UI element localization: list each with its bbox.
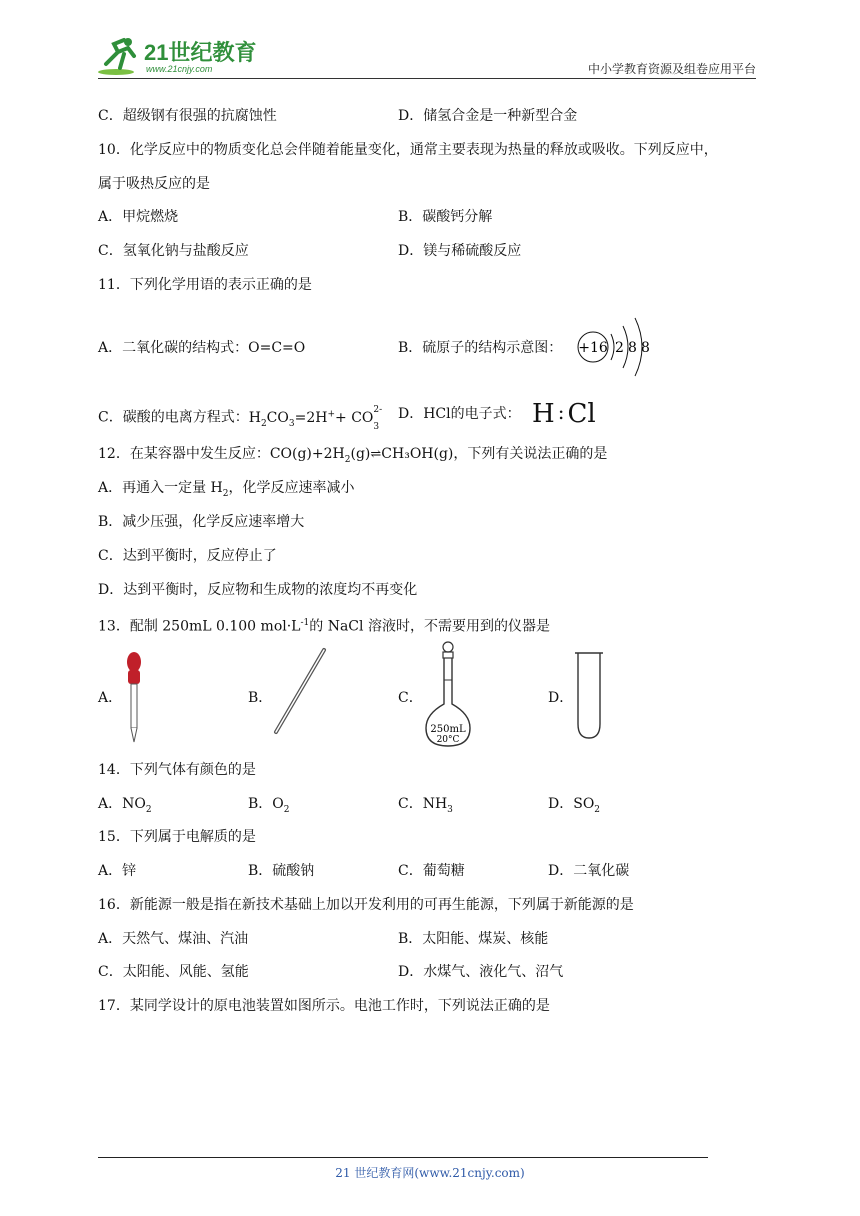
equilibrium-arrow-icon: ⇌	[370, 447, 382, 462]
q13-option-a: A．	[98, 690, 123, 706]
q10-stem-line2: 属于吸热反应的是	[98, 176, 210, 192]
q15-option-c: C．葡萄糖	[398, 863, 465, 879]
carbonic-acid-equation: $H_2CO_3=2H^++$ CO 2- $_3$	[248, 404, 383, 433]
q10-option-d: D．镁与稀硫酸反应	[398, 243, 522, 259]
q14-stem: 14．下列气体有颜色的是	[98, 762, 256, 778]
q11-option-d-label: D．HCl的电子式：	[398, 406, 521, 422]
runner-logo-icon	[94, 34, 264, 78]
q13-option-d: D．	[548, 690, 574, 706]
footer-link[interactable]: 21 世纪教育网(www.21cnjy.com)	[335, 1166, 525, 1180]
q12-stem-mid: (g)	[350, 446, 371, 462]
q15-option-b: B．硫酸钠	[248, 863, 315, 879]
q11-stem: 11．下列化学用语的表示正确的是	[98, 277, 312, 293]
q14-option-a-text: A．NO	[98, 796, 146, 812]
q14-option-d-text: D．SO	[548, 796, 595, 812]
q17-stem: 17．某同学设计的原电池装置如图所示。电池工作时，下列说法正确的是	[98, 998, 550, 1014]
sulfur-atom-diagram	[575, 312, 655, 382]
q9-option-c: C．超级钢有很强的抗腐蚀性	[98, 108, 277, 124]
test-tube-icon	[572, 650, 606, 742]
q13-stem: 13．配制 250mL 0.100 $mol\cdot L^{-1}$的 NaCl 溶液时，不需要用到的仪器是	[98, 618, 550, 635]
q12-option-b: B．减少压强，化学反应速率增大	[98, 514, 305, 530]
q10-option-c: C．氢氧化钠与盐酸反应	[98, 243, 249, 259]
q12-option-a-post: ，化学反应速率减小	[228, 480, 355, 496]
q13-stem-pre: 13．配制 250mL 0.100	[98, 618, 257, 635]
q11-option-c	[98, 404, 383, 433]
flask-volume-label: 250mL	[430, 724, 466, 735]
glass-rod-icon	[270, 646, 330, 738]
atom-nucleus-label: +16	[578, 340, 608, 356]
atom-shell-1: 2	[615, 340, 624, 356]
q14-option-a: A．$NO_2$	[98, 796, 152, 815]
logo-url: www.21cnjy.com	[146, 64, 213, 74]
q9-option-d: D．储氢合金是一种新型合金	[398, 108, 578, 124]
q10-option-b: B．碳酸钙分解	[398, 209, 493, 225]
q14-option-b: B．$O_2$	[248, 796, 290, 815]
q12-option-a: A．再通入一定量 $H_2$，化学反应速率减小	[98, 480, 355, 499]
q10-stem-line1: 10．化学反应中的物质变化总会伴随着能量变化，通常主要表现为热量的释放或吸收。下列反应中，	[98, 142, 718, 158]
q15-stem: 15．下列属于电解质的是	[98, 829, 256, 845]
hcl-h: H	[532, 399, 555, 429]
q15-option-d: D．二氧化碳	[548, 863, 630, 879]
q11-option-c-label: C．碳酸的电离方程式：	[98, 409, 249, 426]
q10-option-a: A．甲烷燃烧	[98, 209, 179, 225]
q13-option-c: C．	[398, 690, 423, 706]
volumetric-flask-icon	[422, 640, 474, 750]
site-logo	[94, 34, 264, 78]
q13-stem-unit: mol·L	[260, 618, 301, 635]
footer-divider	[98, 1157, 708, 1158]
q16-option-a: A．天然气、煤油、汽油	[98, 931, 249, 947]
q11-option-b: B．硫原子的结构示意图：	[398, 340, 563, 356]
q16-option-c: C．太阳能、风能、氢能	[98, 964, 249, 980]
q12-option-c: C．达到平衡时，反应停止了	[98, 548, 277, 564]
atom-shell-3: 8	[641, 340, 650, 356]
q12-option-d: D．达到平衡时，反应物和生成物的浓度均不再变化	[98, 582, 418, 598]
q12-stem-prefix: 12．在某容器中发生反应：CO(g)+2H	[98, 446, 345, 462]
logo-text: 21世纪教育	[144, 40, 257, 65]
dropper-icon	[122, 648, 146, 744]
q14-option-b-text: B．O	[248, 796, 284, 812]
q16-option-d: D．水煤气、液化气、沼气	[398, 964, 564, 980]
q14-option-d: D．$SO_2$	[548, 796, 601, 815]
q12-option-a-pre: A．再通入一定量 H	[98, 480, 223, 496]
flask-temp-label: 20°C	[436, 735, 460, 745]
q11-option-a: A．二氧化碳的结构式：O=C=O	[98, 340, 306, 356]
q15-option-a: A．锌	[98, 863, 137, 879]
header-divider	[98, 78, 756, 79]
q12-stem-product: CH₃OH(g)，下列有关说法正确的是	[381, 446, 608, 462]
electron-pair-icon: :	[557, 400, 565, 424]
q12-stem: 12．在某容器中发生反应：$CO(g)+2H_2(g)\rightleftharpoons CH_3OH(g)$，下列有关说法正确的是	[98, 446, 608, 465]
platform-title: 中小学教育资源及组卷应用平台	[587, 62, 756, 76]
hcl-electron-formula	[532, 396, 596, 430]
q16-option-b: B．太阳能、煤炭、核能	[398, 931, 549, 947]
q11-option-d	[398, 404, 521, 424]
q14-option-c: C．$NH_3$	[398, 796, 453, 815]
q14-option-c-text: C．NH	[398, 796, 448, 812]
q16-stem: 16．新能源一般是指在新技术基础上加以开发利用的可再生能源，下列属于新能源的是	[98, 897, 634, 913]
q13-option-b: B．	[248, 690, 273, 706]
hcl-cl: Cl	[567, 399, 596, 429]
atom-shell-2: 8	[628, 340, 637, 356]
q13-stem-post: 的 NaCl 溶液时，不需要用到的仪器是	[309, 618, 550, 635]
